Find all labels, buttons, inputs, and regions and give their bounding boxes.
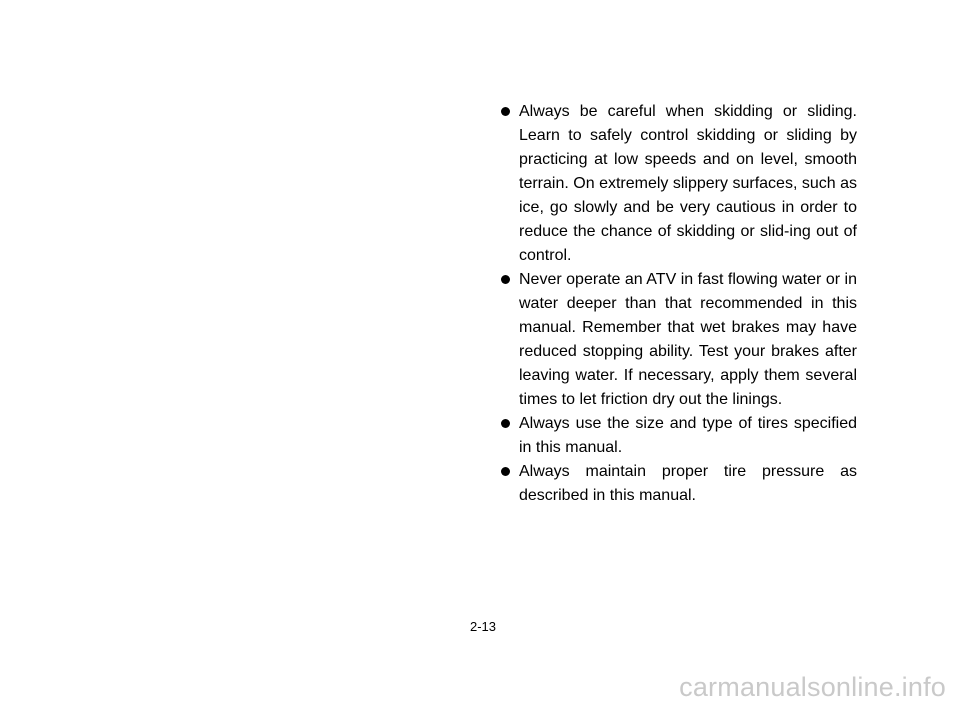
bullet-text: Always be careful when skidding or sliding. Learn to safely control skidding or sliding by practicing at low speeds and on level, smooth terrain. On extremely slippery surfaces, such as ice, go slowly and be very cautious in order to reduce the chance of skidding or slid-ing out of control. — [519, 103, 857, 264]
bullet-text: Never operate an ATV in fast flowing water or in water deeper than that recommended in this manual. Remember that wet brakes may have reduced stopping ability. Test your brakes after leaving water. If necessary, apply them several times to let friction dry out the linings. — [519, 271, 857, 408]
bullet-icon — [501, 467, 510, 476]
bullet-list — [500, 100, 857, 508]
bullet-text: Always use the size and type of tires specified in this manual. — [519, 415, 857, 456]
bullet-icon — [501, 107, 510, 116]
page-number — [0, 619, 960, 635]
list-item — [500, 100, 857, 268]
list-item — [500, 268, 857, 412]
bullet-icon — [501, 275, 510, 284]
page-number-text: 2-13 — [469, 619, 497, 634]
list-item — [500, 460, 857, 508]
list-item — [500, 412, 857, 460]
bullet-text: Always maintain proper tire pressure as described in this manual. — [519, 463, 857, 504]
bullet-icon — [501, 419, 510, 428]
watermark: carmanualsonline.info — [679, 672, 946, 702]
